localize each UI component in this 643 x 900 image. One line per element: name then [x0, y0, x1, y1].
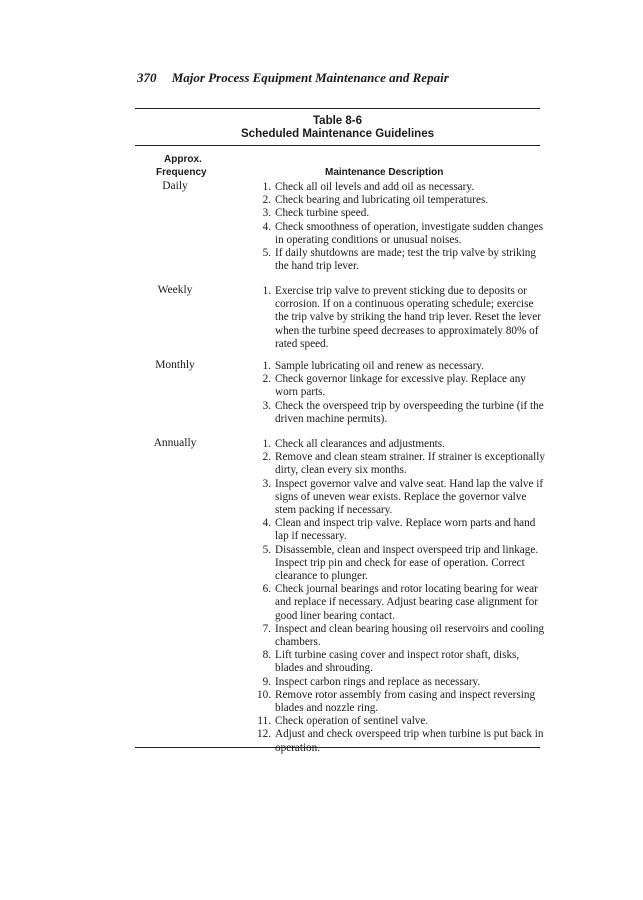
list-item: 4. Clean and inspect trip valve. Replace worn parts and hand lap if necessary.: [262, 517, 536, 543]
book-title: Major Process Equipment Maintenance and Repair: [171, 70, 449, 85]
page-number: 370: [137, 70, 157, 85]
frequency-weekly: Weekly: [157, 284, 193, 296]
weekly-list: [255, 285, 545, 351]
bottom-rule: [135, 747, 540, 748]
header-rule: [135, 145, 540, 146]
list-item: 12. Adjust and check overspeed trip when turbine is put back in: [257, 728, 544, 741]
list-item: 2. Check bearing and lubricating oil temperatures.: [262, 194, 489, 207]
list-item: 5. If daily shutdowns are made; test the trip valve by striking the hand trip lever.: [262, 247, 536, 273]
list-item: 1. Exercise trip valve to prevent sticking due to deposits or corrosion. If on a continuous operating schedule; exercise the trip valve by striking the hand trip lever. Reset the lever when the turbine speed decreases to approximately 80% of rated speed.: [262, 285, 541, 350]
table-label: Table 8-6: [313, 115, 362, 127]
annually-list: [255, 438, 545, 755]
list-item: 4. Check smoothness of operation, investigate sudden changes in operating conditions or unusual noises.: [262, 220, 544, 246]
running-header: [137, 70, 449, 86]
table-title: Scheduled Maintenance Guidelines: [241, 128, 434, 140]
col-head-description: Maintenance Description: [325, 167, 444, 178]
list-item: 1. Check all oil levels and add oil as necessary.: [262, 181, 475, 193]
list-item: 7. Inspect and clean bearing housing oil reservoirs and cooling chambers.: [262, 622, 545, 649]
list-item: 10. Remove rotor assembly from casing and inspect reversing blades and nozzle ring.: [257, 688, 536, 715]
list-item: 11. Check operation of sentinel valve.: [257, 715, 429, 728]
list-item: 1. Sample lubricating oil and renew as necessary.: [262, 360, 484, 372]
frequency-annually: Annually: [153, 437, 197, 449]
list-item: 6. Check journal bearings and rotor locating bearing for wear and replace if necessary. Adjust bearing case alignment for good liner bearing contact.: [262, 583, 539, 622]
list-item: 8. Lift turbine casing cover and inspect rotor shaft, disks, blades and shrouding.: [262, 649, 520, 675]
frequency-monthly: Monthly: [155, 359, 195, 371]
daily-list: [255, 181, 545, 273]
list-item: 3. Inspect governor valve and valve seat. Hand lap the valve if signs of uneven wear exists. Replace the governor valve stem packing if necessary.: [262, 477, 544, 517]
col-head-frequency: Frequency: [156, 167, 207, 178]
list-item: 3. Check the overspeed trip by overspeeding the turbine (if the driven machine permits).: [262, 399, 544, 425]
frequency-daily: Daily: [162, 180, 188, 192]
list-item: 5. Disassemble, clean and inspect overspeed trip and linkage. Inspect trip pin and check for ease of operation. Correct clearance to plunger.: [262, 543, 539, 583]
list-item: 2. Check governor linkage for excessive play. Replace any worn parts.: [262, 373, 526, 399]
list-item: 1. Check all clearances and adjustments.: [262, 438, 445, 450]
list-item: 9. Inspect carbon rings and replace as necessary.: [262, 675, 481, 688]
list-item: 2. Remove and clean steam strainer. If strainer is exceptionally dirty, clean every six months.: [262, 451, 545, 477]
monthly-list: [255, 360, 545, 426]
top-rule: [135, 108, 540, 109]
list-item: 3. Check turbine speed.: [262, 207, 370, 220]
col-head-approx: Approx.: [164, 154, 202, 165]
